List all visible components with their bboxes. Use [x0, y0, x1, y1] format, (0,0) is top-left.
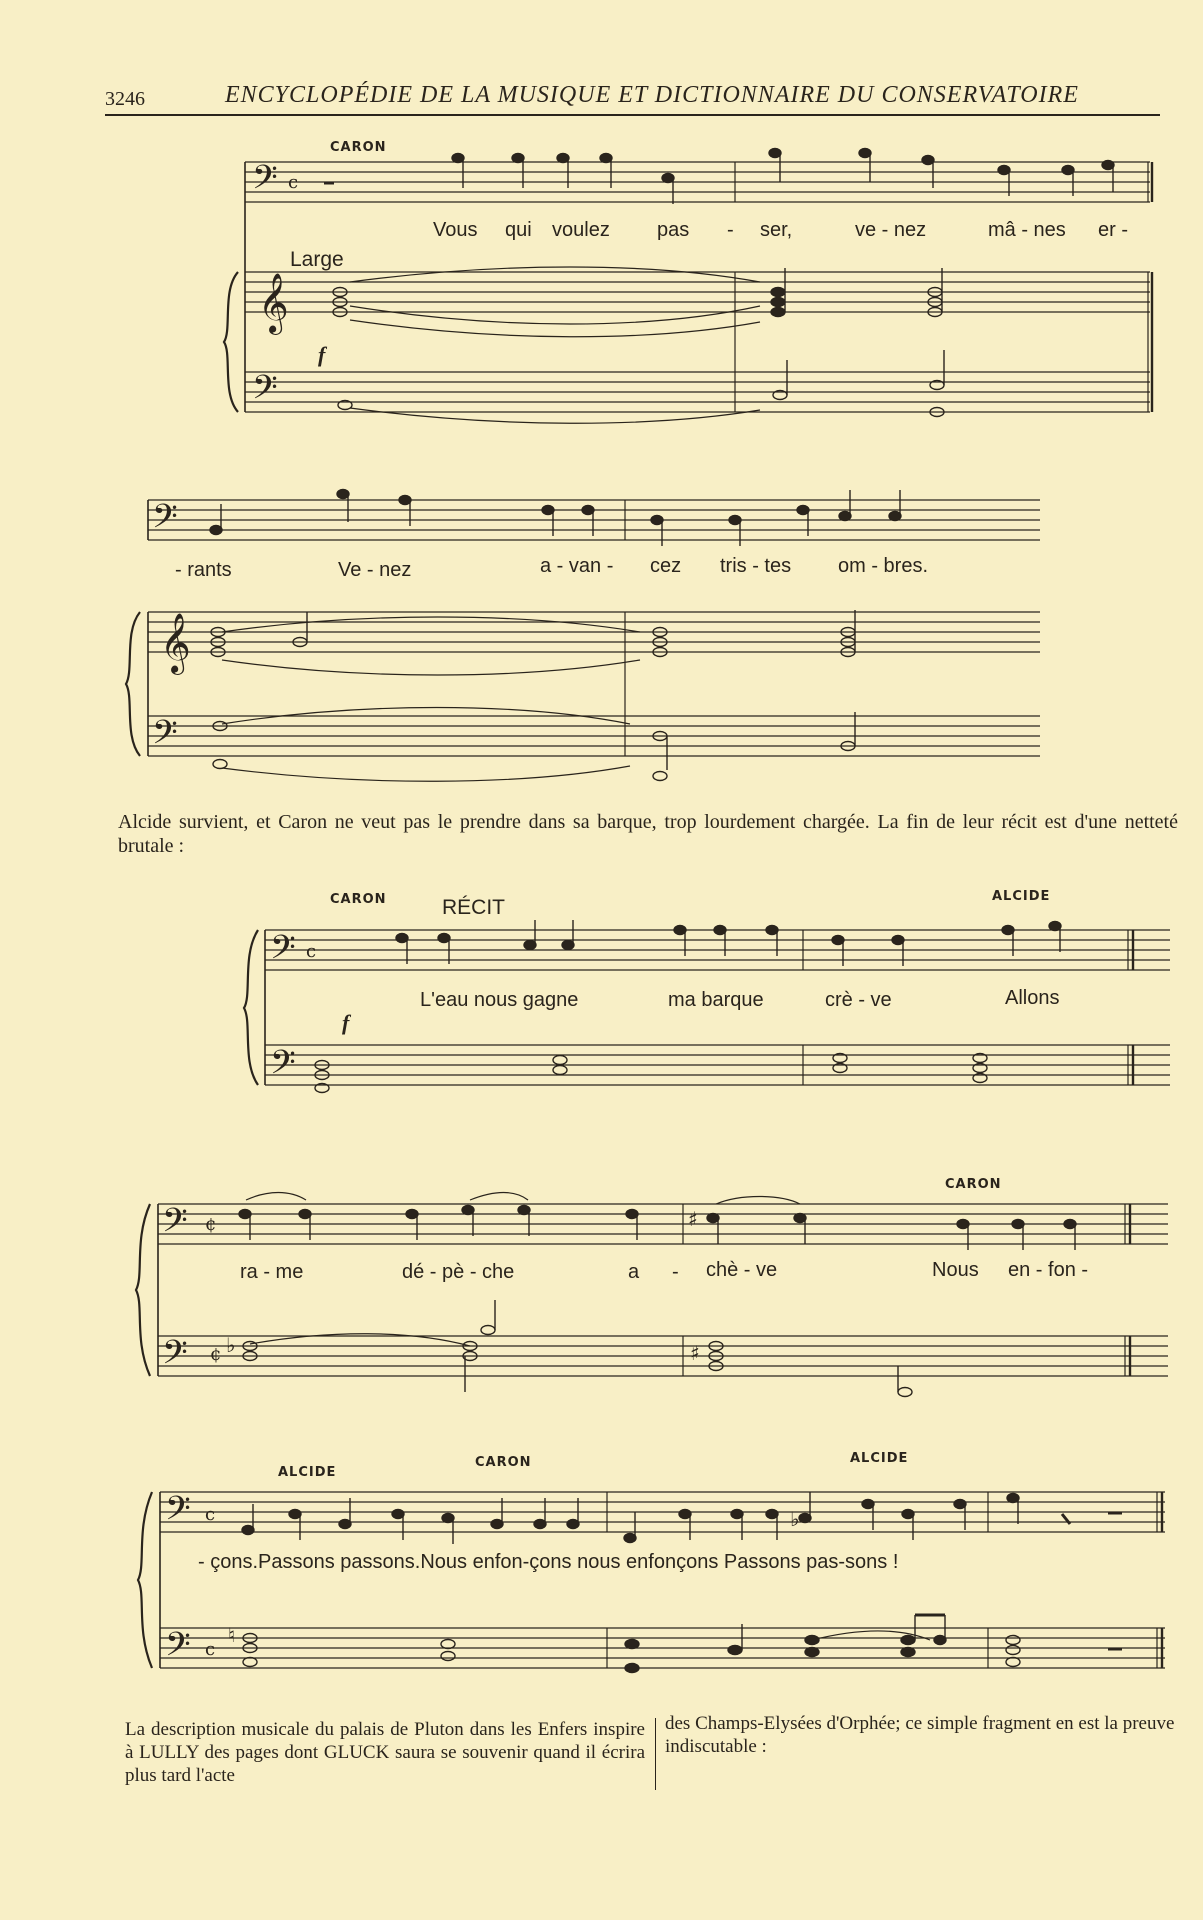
column-divider [655, 1718, 656, 1790]
svg-text:𝄢: 𝄢 [152, 714, 178, 760]
svg-text:¢: ¢ [205, 1214, 217, 1235]
system-2 [126, 500, 1040, 781]
system-4-role: CARON [945, 1177, 1002, 1192]
lyric: Ve - nez [338, 559, 412, 581]
system-1-tempo: Large [290, 248, 344, 271]
system-2-notes [152, 490, 901, 781]
lyric: qui [505, 219, 532, 241]
voice-staff [245, 162, 1150, 202]
system-3-dynamic: f [342, 1010, 350, 1035]
system-5-role-caron: CARON [475, 1455, 532, 1470]
svg-text:c: c [205, 1504, 216, 1525]
piano-bass-staff [245, 372, 1150, 412]
page-number: 3246 [105, 88, 145, 110]
lyric: Vous [433, 219, 478, 241]
lyric: voulez [552, 219, 610, 241]
lyric: L'eau nous gagne [420, 989, 579, 1011]
svg-text:𝄢: 𝄢 [152, 498, 178, 544]
running-title: ENCYCLOPÉDIE DE LA MUSIQUE ET DICTIONNAIRE DU CONSERVATOIRE [225, 82, 1079, 108]
svg-text:♯: ♯ [688, 1207, 698, 1231]
lyric: ra - me [240, 1261, 304, 1283]
svg-text:♭: ♭ [790, 1507, 800, 1531]
body-paragraph: Alcide survient, et Caron ne veut pas le prendre dans sa barque, trop lourdement chargée. La fin de leur récit est d'une netteté brutale : [118, 811, 1178, 857]
lyric: ser, [760, 219, 793, 241]
system-1-role: CARON [330, 140, 387, 155]
system-3-tempo: RÉCIT [442, 896, 505, 919]
lyric: a [628, 1261, 640, 1283]
system-5-role-alcide-2: ALCIDE [850, 1451, 909, 1466]
lyric: a - van - [540, 555, 614, 577]
system-1 [224, 162, 1152, 423]
svg-text:𝄢: 𝄢 [162, 1202, 188, 1248]
lyric: cez [650, 555, 682, 577]
svg-text:𝄞: 𝄞 [258, 273, 289, 333]
system-3-role-right: ALCIDE [992, 889, 1051, 904]
lyric: pas [657, 219, 690, 241]
system-5 [138, 1248, 1165, 1668]
svg-text:c: c [306, 941, 317, 962]
lyric: er - [1098, 219, 1128, 241]
lyric: chè - ve [706, 1259, 778, 1281]
svg-text:𝄢: 𝄢 [162, 1334, 188, 1380]
system-4-notes [162, 1202, 1076, 1397]
svg-text:𝄢: 𝄢 [252, 159, 278, 205]
lyric: Nous [932, 1259, 979, 1281]
footnote-right: des Champs-Elysées d'Orphée; ce simple fragment en est la preuve indiscutable : [665, 1713, 1175, 1757]
system-1-lyrics [433, 219, 1128, 241]
svg-text:𝄢: 𝄢 [270, 929, 296, 975]
lyric: mâ - nes [988, 219, 1066, 241]
lyric: dé - pè - che [402, 1261, 515, 1283]
svg-text:𝄢: 𝄢 [252, 369, 278, 415]
svg-text:𝄢: 𝄢 [270, 1044, 296, 1090]
system-3-notes [270, 920, 1061, 1093]
svg-text:♯: ♯ [690, 1341, 700, 1365]
lyric: tris - tes [720, 555, 792, 577]
svg-text:¢: ¢ [210, 1344, 222, 1365]
lyric: Allons [1005, 987, 1060, 1009]
lyric: om - bres. [838, 555, 929, 577]
system-5-notes [165, 1490, 1122, 1673]
svg-text:c: c [205, 1639, 216, 1660]
system-3-lyrics [420, 987, 1059, 1011]
footnote-left: La description musicale du palais de Pluton dans les Enfers inspire à LULLY des pages dont GLUCK saura se souvenir quand il écrira plus tard l'acte [125, 1719, 645, 1786]
lyric: - [672, 1261, 679, 1283]
svg-text:c: c [288, 172, 299, 193]
lyric: ma barque [668, 989, 764, 1011]
system-5-lyrics: - çons.Passons passons.Nous enfon-çons nous enfonçons Passons pas-sons ! [198, 1551, 899, 1573]
svg-text:𝄞: 𝄞 [160, 613, 191, 673]
system-3-role-left: CARON [330, 892, 387, 907]
system-2-lyrics [175, 555, 928, 581]
svg-text:𝄢: 𝄢 [165, 1626, 191, 1672]
system-1-dynamic: f [318, 342, 326, 367]
lyric: ve - nez [855, 219, 927, 241]
lyric: - [727, 219, 734, 241]
system-4-lyrics [240, 1259, 1088, 1283]
svg-text:♭: ♭ [226, 1333, 236, 1357]
svg-text:𝄢: 𝄢 [165, 1490, 191, 1536]
lyric: - rants [175, 559, 232, 581]
lyric: crè - ve [825, 989, 892, 1011]
svg-text:♮: ♮ [228, 1623, 236, 1647]
system-5-role-alcide-1: ALCIDE [278, 1465, 337, 1480]
lyric: en - fon - [1008, 1259, 1089, 1281]
system-4 [136, 1193, 1168, 1377]
